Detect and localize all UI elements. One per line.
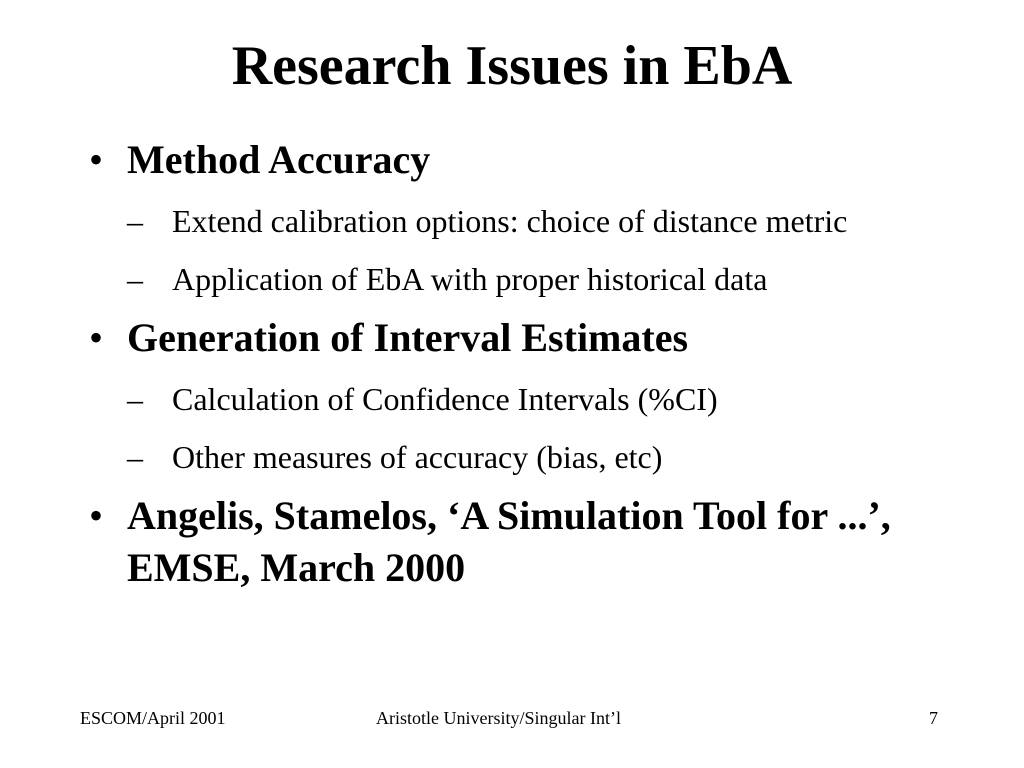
- bullet-marker: •: [89, 493, 104, 538]
- sub-bullet-marker: –: [127, 439, 143, 475]
- bullet-item-reference: [80, 490, 946, 594]
- sub-bullet-marker: –: [127, 261, 143, 297]
- sub-bullet-list: [127, 376, 946, 480]
- sub-bullet-item: [127, 256, 946, 302]
- bullet-marker: •: [89, 315, 104, 360]
- slide-title: Research Issues in EbA: [231, 35, 793, 97]
- bullet-item-method-accuracy: [80, 134, 946, 302]
- sub-bullet-text: Other measures of accuracy (bias, etc): [172, 439, 663, 475]
- sub-bullet-item: [127, 376, 946, 422]
- sub-bullet-list: [127, 198, 946, 302]
- sub-bullet-text: Application of EbA with proper historical data: [172, 261, 768, 297]
- footer-center: Aristotle University/Singular Int’l: [376, 708, 621, 728]
- sub-bullet-marker: –: [127, 203, 143, 239]
- footer-left: ESCOM/April 2001: [80, 708, 226, 728]
- sub-bullet-item: [127, 198, 946, 244]
- page-number: 7: [929, 708, 938, 728]
- bullet-text: Generation of Interval Estimates: [127, 315, 689, 360]
- bullet-item-interval-estimates: [80, 312, 946, 480]
- sub-bullet-text: Calculation of Confidence Intervals (%CI): [172, 381, 718, 417]
- sub-bullet-item: [127, 434, 946, 480]
- sub-bullet-marker: –: [127, 381, 143, 417]
- bullet-text: Method Accuracy: [127, 137, 431, 182]
- sub-bullet-text: Extend calibration options: choice of distance metric: [172, 203, 848, 239]
- bullet-list: [80, 134, 946, 594]
- bullet-text: Angelis, Stamelos, ‘A Simulation Tool for ...’, EMSE, March 2000: [127, 493, 891, 590]
- bullet-marker: •: [89, 137, 104, 182]
